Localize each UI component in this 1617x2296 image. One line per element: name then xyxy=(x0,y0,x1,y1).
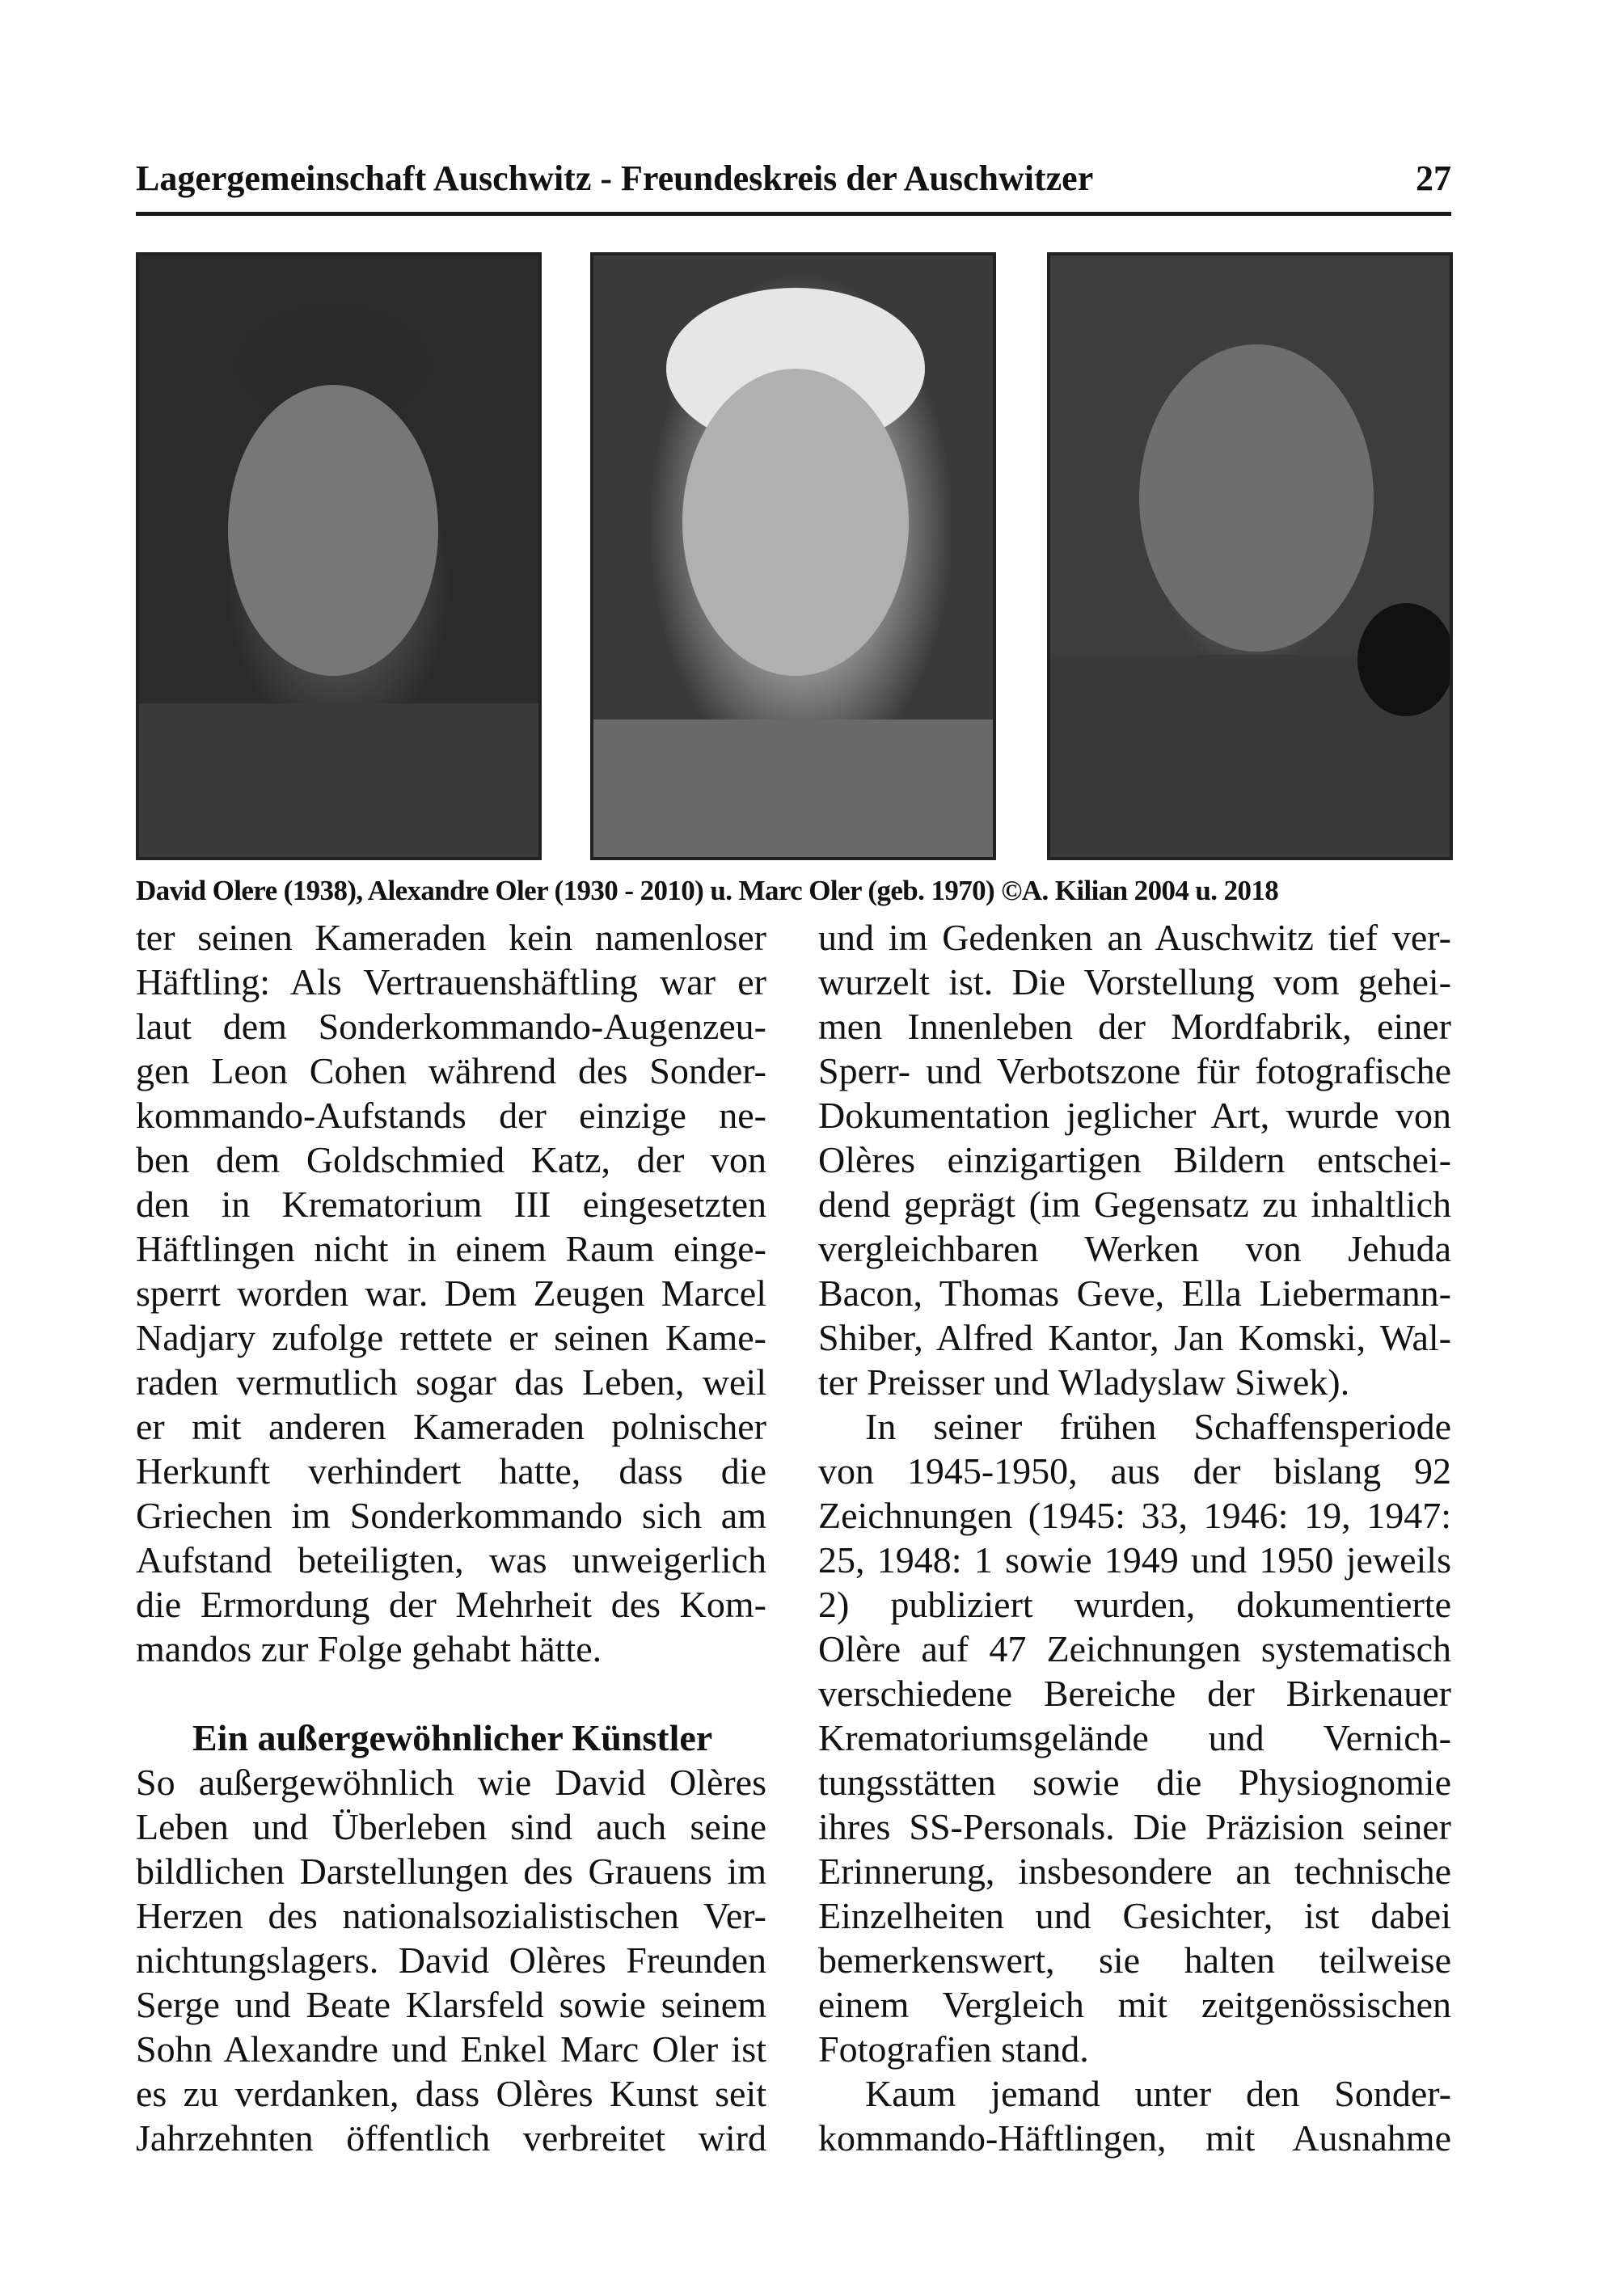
text-line: 25, 1948: 1 sowie 1949 und 1950 jeweils xyxy=(818,1539,1451,1581)
text-line: kommando-Aufstands der einzige ne- xyxy=(136,1095,766,1136)
text-line: bemerkenswert, sie halten teilweise xyxy=(818,1939,1451,1981)
blank-line xyxy=(136,1671,766,1716)
text-line: In seiner frühen Schaffensperiode xyxy=(865,1406,1451,1447)
text-line: Olère auf 47 Zeichnungen systematisch xyxy=(818,1628,1451,1669)
text-line: einem Vergleich mit zeitgenössischen xyxy=(818,1984,1451,2025)
text-line: Herkunft verhindert hatte, dass die xyxy=(136,1450,766,1492)
text-line: Einzelheiten und Gesichter, ist dabei xyxy=(818,1895,1451,1936)
text-line: Sperr- und Verbotszone für fotografische xyxy=(818,1050,1451,1091)
photo-caption: David Olere (1938), Alexandre Oler (1930 - 2010) u. Marc Oler (geb. 1970) ©A. Kilian 2004 u. 2018 xyxy=(136,875,1279,906)
text-line: Jahrzehnten öffentlich verbreitet wird xyxy=(136,2117,766,2159)
text-line: men Innenleben der Mordfabrik, einer xyxy=(818,1006,1451,1047)
section-heading: Ein außergewöhnlicher Künstler xyxy=(192,1717,713,1758)
text-line: Kaum jemand unter den Sonder- xyxy=(865,2073,1451,2114)
text-line: den in Krematorium III eingesetzten xyxy=(136,1184,766,1225)
text-line: Bacon, Thomas Geve, Ella Liebermann- xyxy=(818,1273,1451,1314)
text-line: vergleichbaren Werken von Jehuda xyxy=(818,1228,1451,1269)
text-line: und im Gedenken an Auschwitz tief ver- xyxy=(818,917,1451,958)
text-line: Serge und Beate Klarsfeld sowie seinem xyxy=(136,1984,766,2025)
photo-marc-oler xyxy=(1047,252,1453,860)
photo-david-olere xyxy=(136,252,542,860)
text-line: raden vermutlich sogar das Leben, weil xyxy=(136,1361,766,1403)
text-line: Krematoriumsgelände und Vernich- xyxy=(818,1717,1451,1758)
text-line: Erinnerung, insbesondere an technische xyxy=(818,1851,1451,1892)
text-line: es zu verdanken, dass Olères Kunst seit xyxy=(136,2073,766,2114)
text-line: 2) publiziert wurden, dokumentierte xyxy=(818,1584,1451,1625)
right-text-column xyxy=(818,915,1451,2160)
running-header xyxy=(136,158,1451,206)
text-line: verschiedene Bereiche der Birkenauer xyxy=(818,1673,1451,1714)
text-line: mandos zur Folge gehabt hätte. xyxy=(136,1628,602,1669)
text-line: die Ermordung der Mehrheit des Kom- xyxy=(136,1584,766,1625)
text-line: Häftlingen nicht in einem Raum einge- xyxy=(136,1228,766,1269)
text-line: So außergewöhnlich wie David Olères xyxy=(136,1762,766,1803)
text-line: ter Preisser und Wladyslaw Siwek). xyxy=(818,1361,1350,1403)
text-line: wurzelt ist. Die Vorstellung vom gehei- xyxy=(818,961,1451,1002)
text-line: bildlichen Darstellungen des Grauens im xyxy=(136,1851,766,1892)
text-line: er mit anderen Kameraden polnischer xyxy=(136,1406,766,1447)
text-line: tungsstätten sowie die Physiognomie xyxy=(818,1762,1451,1803)
text-line: Nadjary zufolge rettete er seinen Kame- xyxy=(136,1317,766,1358)
text-line: Shiber, Alfred Kantor, Jan Komski, Wal- xyxy=(818,1317,1451,1358)
text-line: ihres SS-Personals. Die Präzision seiner xyxy=(818,1806,1451,1847)
text-line: nichtungslagers. David Olères Freunden xyxy=(136,1939,766,1981)
photo-alexandre-oler xyxy=(590,252,996,860)
text-line: laut dem Sonderkommando-Augenzeu- xyxy=(136,1006,766,1047)
text-line: gen Leon Cohen während des Sonder- xyxy=(136,1050,766,1091)
text-line: Aufstand beteiligten, was unweigerlich xyxy=(136,1539,766,1581)
text-line: Dokumentation jeglicher Art, wurde von xyxy=(818,1095,1451,1136)
text-line: Olères einzigartigen Bildern entschei- xyxy=(818,1139,1451,1180)
left-text-column xyxy=(136,915,766,2160)
text-line: Zeichnungen (1945: 33, 1946: 19, 1947: xyxy=(818,1495,1451,1536)
text-line: Häftling: Als Vertrauenshäftling war er xyxy=(136,961,766,1002)
text-line: Fotografien stand. xyxy=(818,2028,1089,2070)
text-line: kommando-Häftlingen, mit Ausnahme xyxy=(818,2117,1451,2159)
header-title: Lagergemeinschaft Auschwitz - Freundeskreis der Auschwitzer xyxy=(136,158,1094,198)
text-line: Sohn Alexandre und Enkel Marc Oler ist xyxy=(136,2028,766,2070)
text-line: Griechen im Sonderkommando sich am xyxy=(136,1495,766,1536)
text-line: dend geprägt (im Gegensatz zu inhaltlich xyxy=(818,1184,1451,1225)
text-line: Leben und Überleben sind auch seine xyxy=(136,1806,766,1847)
text-line: Herzen des nationalsozialistischen Ver- xyxy=(136,1895,766,1936)
text-line: sperrt worden war. Dem Zeugen Marcel xyxy=(136,1273,766,1314)
page-number: 27 xyxy=(1416,158,1451,198)
text-line: ben dem Goldschmied Katz, der von xyxy=(136,1139,766,1180)
header-rule xyxy=(136,212,1451,216)
text-line: ter seinen Kameraden kein namenloser xyxy=(136,917,766,958)
text-line: von 1945-1950, aus der bislang 92 xyxy=(818,1450,1451,1492)
